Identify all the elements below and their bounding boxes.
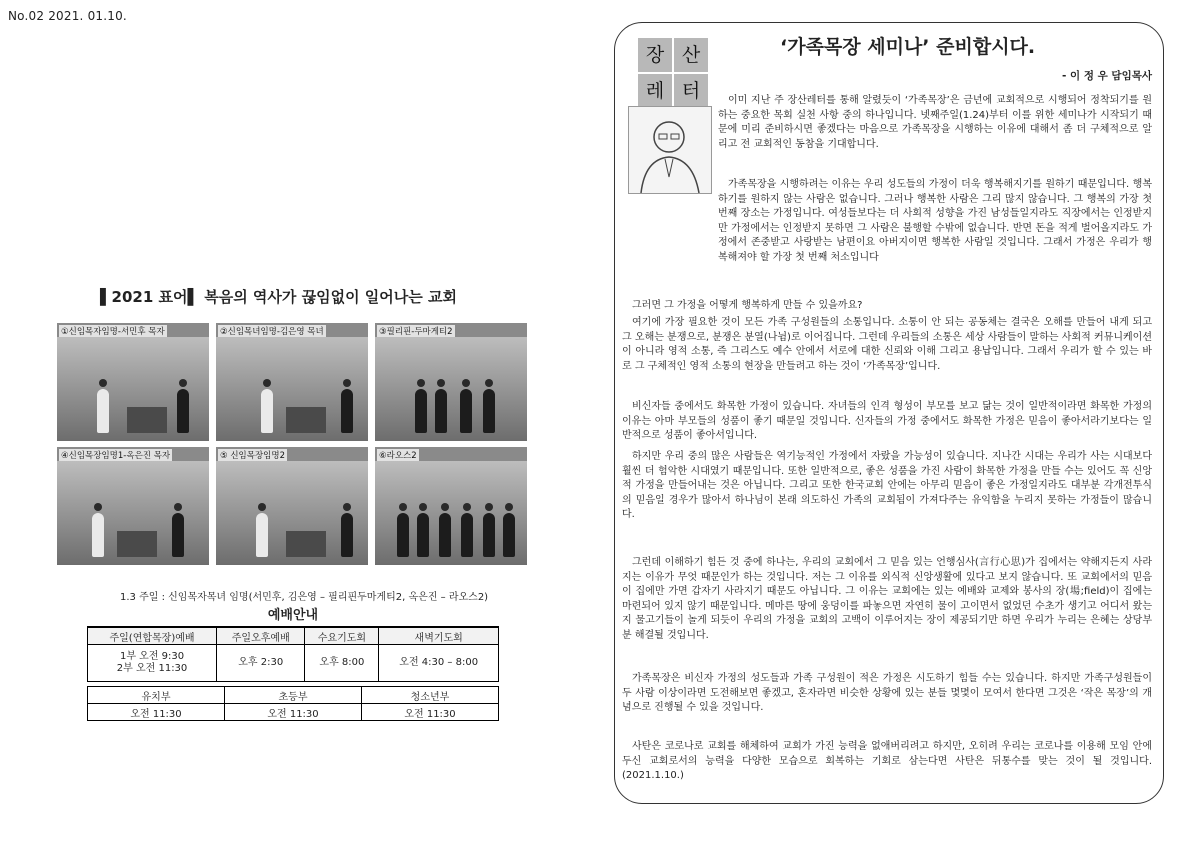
dept-time: 오전 11:30 (225, 704, 362, 721)
worship-header: 주일오후예배 (217, 628, 305, 645)
photo-5 (216, 447, 368, 565)
worship-time: 오전 4:30 – 8:00 (379, 645, 499, 682)
letter-paragraph: 여기에 가장 필요한 것이 모든 가족 구성원들의 소통입니다. 소통이 안 되는 공동체는 결국은 오해를 만들어 내게 되고 그 오해는 분쟁으로, 분쟁은 분열(나뉨)로 이어집니다. 그런데 우리들의 소통은 세상 사람들이 말하는 사회적 커뮤니케이션이 아니라 영적 소통, 즉 그리스도 예수 안에서 서로에 대한 신뢰와 이해 그리고 용납입니다. 그래서 우리가 할 수 있는 바로 그 구체적인 영적 소통의 현장을 만들려고 하는 것이 ‘가족목장’입니다. (622, 317, 1152, 372)
photo-caption-5: ⑤ 신임목장임명2 (220, 451, 285, 461)
department-table (87, 686, 499, 721)
worship-time: 1부 오전 9:30 2부 오전 11:30 (88, 645, 217, 682)
worship-header: 수요기도회 (305, 628, 379, 645)
photo-caption-4: ④신임목장임명1-옥은진 목자 (61, 451, 171, 461)
letter-paragraph: 가족목장은 비신자 가정의 성도들과 가족 구성원이 적은 가정은 시도하기 힘들 수는 있습니다. 하지만 가족구성원들이 두 사람 이상이라면 도전해보면 좋겠고, 혼자라면 비슷한 상황에 있는 분들 몇몇이 모여서 한다면 그것은 ‘작은 목장’의 개념으로 진행될 수 있을 것입니다. (622, 673, 1152, 714)
dept-header: 초등부 (225, 687, 362, 704)
letter-badge: 터 (674, 74, 708, 108)
dept-header: 청소년부 (362, 687, 499, 704)
photo-2 (216, 323, 368, 441)
letter-paragraph: 이미 지난 주 장산레터를 통해 알렸듯이 ‘가족목장’은 금년에 교회적으로 시행되어 정착되기를 원하는 중요한 목회 실천 사항 중의 하나입니다. 넷째주일(1.24)부터 이를 위한 세미나가 시작되기 때문에 미리 준비하시면 좋겠다는 마음으로 가족목장을 시행하는 이유에 대해서 좀 더 구체적으로 알리고 전 교회적인 동참을 기대합니다. (718, 95, 1152, 150)
photo-1 (57, 323, 209, 441)
photo-caption-6: ⑥라오스2 (379, 451, 417, 461)
pastor-portrait (628, 106, 712, 194)
photo-4 (57, 447, 209, 565)
photo-caption-1: ①신임목자임명-서민후 목자 (61, 327, 165, 337)
worship-header: 새벽기도회 (379, 628, 499, 645)
worship-schedule (87, 606, 499, 721)
letter-paragraph: 사탄은 코로나로 교회를 해체하여 교회가 가진 능력을 없애버리려고 하지만, 오히려 우리는 코로나를 이용해 모임 안에 두신 교회로서의 능력을 다양한 모습으로 회복하는 기회로 삼는다면 사탄은 뒤통수를 맞는 것이 될 것입니다.(2021.1.10.) (622, 741, 1152, 782)
issue-date: No.02 2021. 01.10. (8, 9, 127, 23)
letter-badge: 산 (674, 38, 708, 72)
letter-paragraph: 하지만 우리 중의 많은 사람들은 역기능적인 가정에서 자랐을 가능성이 있습니다. 지나간 시대는 우리가 사는 시대보다 훨씬 더 험악한 시대였기 때문입니다. 또한 일반적으로, 좋은 성품을 가진 사람이 화목한 가정을 만들 수는 있어도 꼭 신앙적 가정을 만들어내는 것은 아닙니다. 그리고 또한 한국교회 안에는 아무리 믿음이 좋은 가정일지라도 대부분 각개전투식의 믿음일 경우가 많아서 하나님이 본래 의도하신 가족의 교회됨이 가져다주는 유익함을 누리지 못하는 가정들이 많습니다. (622, 451, 1152, 521)
letter-title: ‘가족목장 세미나’ 준비합시다. (780, 36, 1036, 58)
worship-table (87, 627, 499, 682)
motto-title: ▌2021 표어▌ 복음의 역사가 끊임없이 일어나는 교회 (100, 288, 457, 306)
photo-caption-2: ②신임목녀임명-김은영 목녀 (220, 327, 324, 337)
worship-time: 오후 2:30 (217, 645, 305, 682)
letter-badge: 장 (638, 38, 672, 72)
letter-paragraph: 그런데 이해하기 힘든 것 중에 하나는, 우리의 교회에서 그 믿음 있는 언행심사(言行心思)가 집에서는 약해지든지 사라지는 이유가 무엇 때문인가 하는 것입니다. 저는 그 이유를 외식적 신앙생활에 있다고 보지 않습니다. 또 교회에서의 믿음이 집에만 가면 갑자기 사라지기 때문도 아닙니다. 그 이유는 교회에는 있는 예배와 교제와 봉사의 장(場;field)이 집에는 마련되어 있지 않기 때문입니다. 메마른 땅에 웅덩이를 파놓으면 자연히 물이 고이면서 없었던 수초가 생기고 어디서 왔는지 물고기들이 놀게 되듯이 우리의 가정을 교회의 고백이 이루어지는 장이 제공되기만 하면 우리가 누리는 은혜는 상당부분 해결될 것입니다. (622, 557, 1152, 641)
letter-badge: 레 (638, 74, 672, 108)
worship-title: 예배안내 (87, 606, 499, 627)
photo-grid (57, 323, 527, 569)
photo-6 (375, 447, 527, 565)
dept-time: 오전 11:30 (362, 704, 499, 721)
dept-time: 오전 11:30 (88, 704, 225, 721)
letter-paragraph: 비신자들 중에서도 화목한 가정이 있습니다. 자녀들의 인격 형성이 부모를 보고 닮는 것이 일반적이라면 화목한 가정의 이유는 아마 부모들의 성품이 좋기 때문일 것입니다. 신자들의 가정 중에서도 화목한 가정은 믿음이 좋아서라기보다는 일반적으로 성품이 좋아서입니다. (622, 401, 1152, 442)
letter-author: - 이 정 우 담임목사 (1062, 70, 1152, 82)
photo-3 (375, 323, 527, 441)
letter-paragraph: 가족목장을 시행하려는 이유는 우리 성도들의 가정이 더욱 행복해지기를 원하기 때문입니다. 행복하기를 원하지 않는 사람은 없습니다. 그러나 행복한 사람은 그리 많지 않습니다. 그 행복의 가장 첫 번째 장소는 가정입니다. 여성들보다는 더 사회적 성향을 가진 남성들일지라도 직장에서는 인정받지만 가정에서는 인정받지 못하면 그 사람은 불행할 수밖에 없습니다. 반면 돈을 적게 벌어올지라도 가정에서 존중받고 사랑받는 남편이요 아버지이면 행복한 사람일 것입니다. 그래서 가정은 우리가 행복해져야 할 가장 첫 번째 처소입니다 (718, 179, 1152, 263)
photo-caption-3: ③필리핀-두마게티2 (379, 327, 453, 337)
worship-time: 오후 8:00 (305, 645, 379, 682)
photo-summary: 1.3 주일 : 신임목자목녀 임명(서민후, 김은영 – 필리핀두마게티2, 옥은진 – 라오스2) (120, 592, 489, 603)
dept-header: 유치부 (88, 687, 225, 704)
letter-paragraph: 그러면 그 가정을 어떻게 행복하게 만들 수 있을까요? (632, 300, 863, 311)
worship-header: 주일(연합목장)예배 (88, 628, 217, 645)
